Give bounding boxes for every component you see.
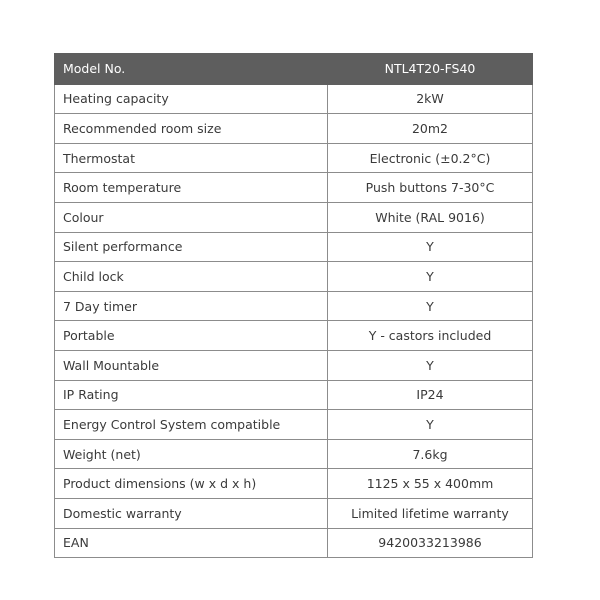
row-label: IP Rating [55, 380, 328, 410]
table-header-row [55, 54, 533, 85]
row-value: Y [328, 291, 533, 321]
table-row [55, 202, 533, 232]
row-label: Room temperature [55, 173, 328, 203]
row-value: 7.6kg [328, 439, 533, 469]
row-label: 7 Day timer [55, 291, 328, 321]
row-label: Wall Mountable [55, 350, 328, 380]
specification-table [54, 53, 533, 558]
row-label: Heating capacity [55, 84, 328, 114]
table-row [55, 232, 533, 262]
row-value: White (RAL 9016) [328, 202, 533, 232]
table-row [55, 380, 533, 410]
row-label: Recommended room size [55, 114, 328, 144]
row-value: 20m2 [328, 114, 533, 144]
table-row [55, 410, 533, 440]
row-label: EAN [55, 528, 328, 558]
row-label: Colour [55, 202, 328, 232]
table-row [55, 262, 533, 292]
row-value: 1125 x 55 x 400mm [328, 469, 533, 499]
row-value: Y [328, 232, 533, 262]
row-label: Thermostat [55, 143, 328, 173]
table-row [55, 321, 533, 351]
row-value: Y [328, 350, 533, 380]
row-value: 2kW [328, 84, 533, 114]
row-value: 9420033213986 [328, 528, 533, 558]
table-row [55, 469, 533, 499]
header-value: NTL4T20-FS40 [328, 54, 533, 85]
row-value: Y [328, 262, 533, 292]
header-label: Model No. [55, 54, 328, 85]
table-row [55, 498, 533, 528]
table-row [55, 173, 533, 203]
table-row [55, 439, 533, 469]
row-value: Limited lifetime warranty [328, 498, 533, 528]
row-label: Energy Control System compatible [55, 410, 328, 440]
table-row [55, 114, 533, 144]
row-label: Product dimensions (w x d x h) [55, 469, 328, 499]
row-label: Child lock [55, 262, 328, 292]
table-row [55, 528, 533, 558]
row-label: Weight (net) [55, 439, 328, 469]
row-value: Push buttons 7-30°C [328, 173, 533, 203]
row-value: Y - castors included [328, 321, 533, 351]
row-label: Domestic warranty [55, 498, 328, 528]
row-value: Electronic (±0.2°C) [328, 143, 533, 173]
row-value: Y [328, 410, 533, 440]
row-label: Portable [55, 321, 328, 351]
row-label: Silent performance [55, 232, 328, 262]
table-row [55, 143, 533, 173]
row-value: IP24 [328, 380, 533, 410]
table-row [55, 291, 533, 321]
table-row [55, 84, 533, 114]
table-row [55, 350, 533, 380]
